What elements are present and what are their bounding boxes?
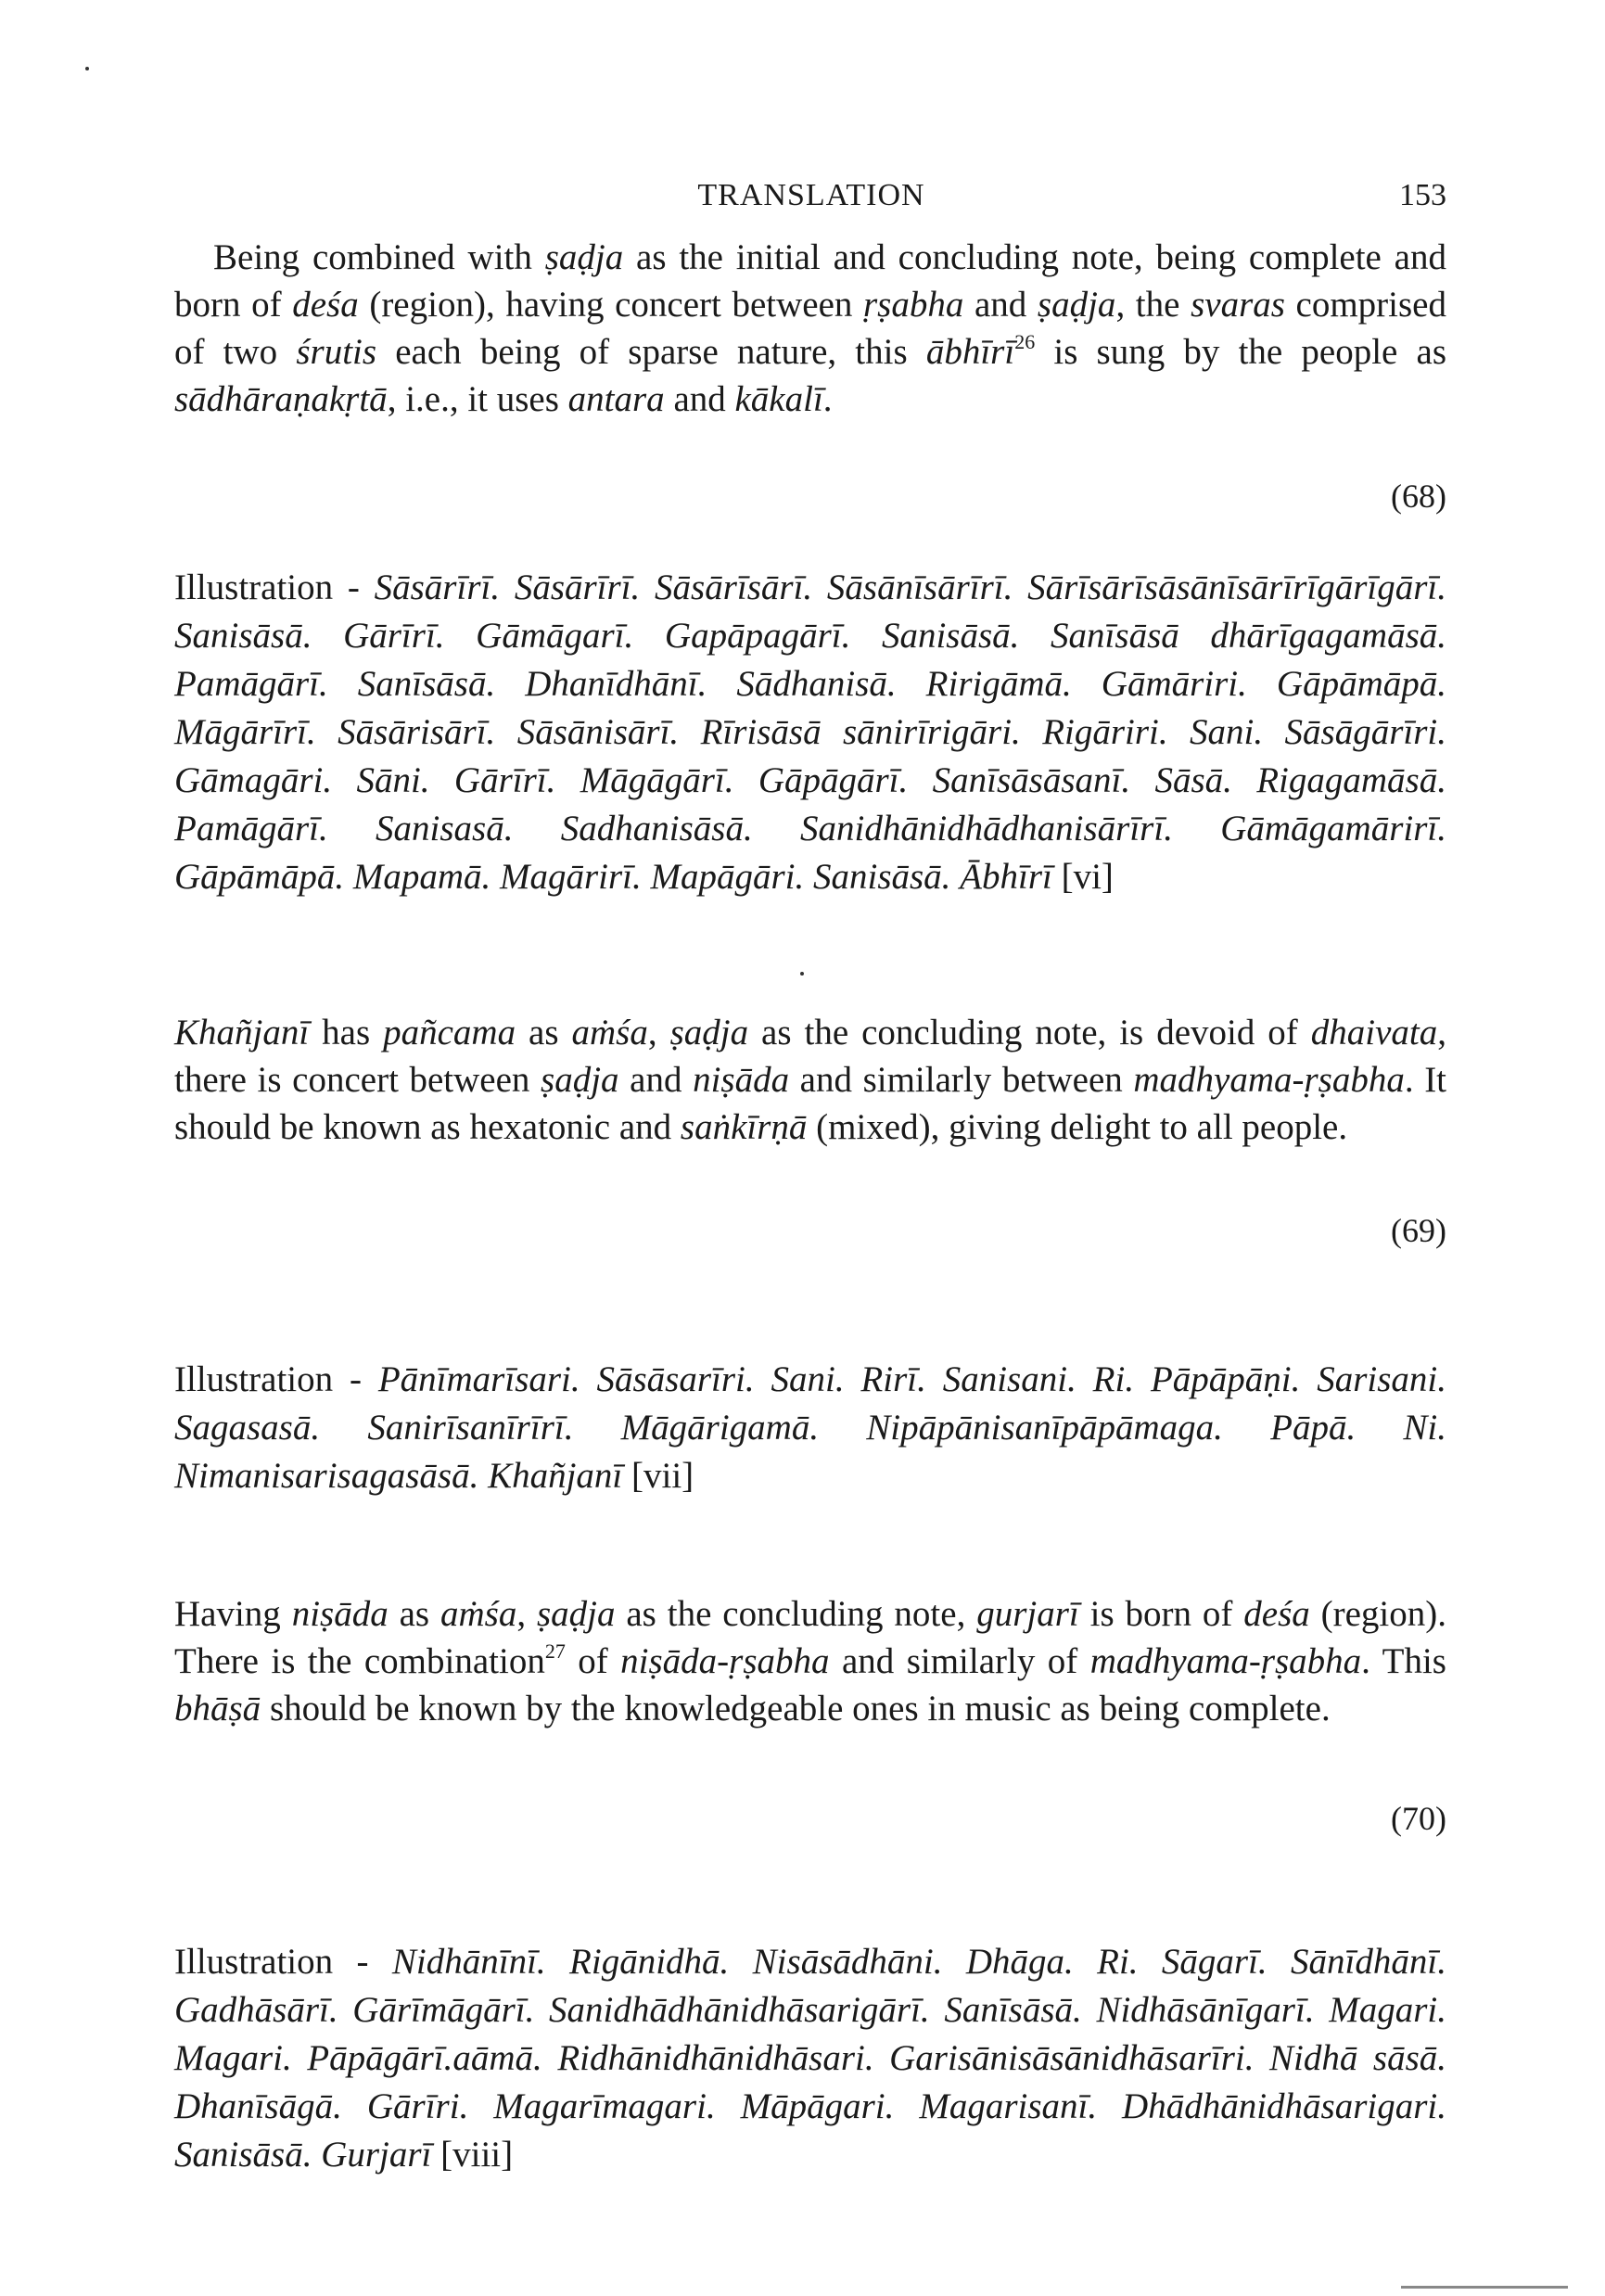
text-run: Illustration - bbox=[174, 568, 375, 607]
italic-term: Sāsārīrī. Sāsārīrī. Sāsārīsārī. Sāsānīsārīrī. Sārīsārīsāsānīsārīrīgārīgārī. Sanisāsā. Gārīrī. Gāmāgarī. Gapāpagārī. Sanisāsā. Sanīsāsā dhārīgagamāsā. Pamāgārī. Sanīsāsā. Dhanīdhānī. Sādhanisā. Ririgāmā. Gāmāriri. Gāpāmāpā. Māgārīrī. Sāsārisārī. Sāsānisārī. Rīrisāsā sānirīrigāri. Rigāriri. Sani. Sāsāgārīri. Gāmagāri. Sāni. Gārīrī. Māgāgārī. Gāpāgārī. Sanīsāsāsanī. Sāsā. Rigagamāsā. Pamāgārī. Sanisasā. Sadhanisāsā. Sanidhānidhādhanisārīrī. Gāmāgamārirī. Gāpāmāpā. Mapamā. Magārirī. Mapāgāri. Sanisāsā. Ābhīrī bbox=[174, 568, 1446, 897]
italic-term: madhyama-ṛṣabha bbox=[1089, 1641, 1362, 1681]
text-run: as the initial and concluding note, being complete and born of bbox=[174, 237, 1446, 325]
verse-68-text bbox=[174, 234, 1446, 423]
italic-term: Nidhānīnī. Rigānidhā. Nisāsādhāni. Dhāga. Ri. Sāgarī. Sānīdhānī. Gadhāsārī. Gārīmāgārī. Sanidhādhānidhāsarigārī. Sanīsāsā. Nidhāsānīgarī. Magari. Magari. Pāpāgārī.aāmā. Ridhānidhānidhāsari. Garisānisāsānidhāsarīri. Nidhā sāsā. Dhanīsāgā. Gārīri. Magarīmagari. Māpāgari. Magarisanī. Dhādhānidhāsarigari. Sanisāsā. Gurjarī bbox=[174, 1942, 1446, 2175]
text-run: is born of bbox=[1078, 1594, 1244, 1634]
text-run: Illustration - bbox=[174, 1359, 378, 1399]
illustration-viii bbox=[174, 1938, 1446, 2179]
italic-term: aṁśa bbox=[571, 1013, 648, 1052]
text-run: (region). There is the combination bbox=[174, 1594, 1447, 1681]
text-run: as the concluding note, bbox=[615, 1594, 977, 1634]
page-header bbox=[176, 178, 1446, 224]
italic-term: Khañjanī bbox=[174, 1013, 310, 1052]
text-run: and bbox=[664, 379, 735, 419]
illustration-viii-text bbox=[174, 1938, 1446, 2179]
italic-term: ṣaḍja bbox=[669, 1013, 749, 1052]
italic-term: sādhāraṇakṛtā bbox=[174, 379, 388, 419]
text-run: , bbox=[516, 1594, 537, 1634]
italic-term: dhaivata bbox=[1310, 1013, 1438, 1052]
text-run: , bbox=[647, 1013, 670, 1052]
italic-term: gurjarī bbox=[976, 1594, 1079, 1634]
scan-speck bbox=[800, 972, 804, 976]
text-run: of bbox=[565, 1641, 621, 1681]
text-run: [vii] bbox=[622, 1456, 694, 1496]
illustration-vii bbox=[174, 1356, 1446, 1500]
italic-term: ābhīrī bbox=[925, 332, 1015, 372]
running-head: TRANSLATION bbox=[697, 178, 925, 212]
italic-term: antara bbox=[567, 379, 665, 419]
text-run: is sung by the people as bbox=[1035, 332, 1446, 372]
footnote-ref: 27 bbox=[544, 1639, 566, 1663]
verse-number: (68) bbox=[1391, 478, 1446, 515]
verse-69 bbox=[174, 1009, 1447, 1249]
text-run: Being combined with bbox=[213, 237, 545, 277]
verse-number: (69) bbox=[1391, 1212, 1446, 1249]
verse-69-text bbox=[174, 1009, 1446, 1151]
text-run: and similarly between bbox=[789, 1060, 1134, 1100]
italic-term: niṣāda-ṛṣabha bbox=[620, 1641, 830, 1681]
text-run: Illustration - bbox=[174, 1942, 392, 1982]
italic-term: kākalī bbox=[734, 379, 823, 419]
italic-term: śrutis bbox=[296, 332, 377, 372]
italic-term: saṅkīrṇā bbox=[680, 1107, 808, 1147]
scan-edge-mark bbox=[1401, 2286, 1568, 2289]
text-run: . This bbox=[1361, 1641, 1446, 1681]
verse-68 bbox=[174, 234, 1446, 515]
text-run: as the concluding note, is devoid of bbox=[748, 1013, 1311, 1052]
text-run: , i.e., it uses bbox=[387, 379, 568, 419]
footnote-ref: 26 bbox=[1014, 330, 1036, 353]
italic-term: ṣaḍja bbox=[536, 1594, 616, 1634]
italic-term: bhāṣā bbox=[174, 1689, 261, 1728]
text-run: , there is concert between bbox=[174, 1013, 1446, 1100]
text-run: , the bbox=[1115, 285, 1191, 325]
italic-term: ṣaḍja bbox=[541, 1060, 619, 1100]
text-run: and bbox=[963, 285, 1038, 325]
italic-term: ṛṣabha bbox=[863, 285, 964, 325]
text-run: [vi] bbox=[1051, 857, 1114, 897]
verse-70 bbox=[174, 1590, 1447, 1837]
text-run: each being of sparse nature, this bbox=[376, 332, 926, 372]
text-run: (region), having concert between bbox=[358, 285, 863, 325]
italic-term: madhyama-ṛṣabha bbox=[1133, 1060, 1405, 1100]
text-run: Having bbox=[174, 1594, 292, 1634]
text-run: (mixed), giving delight to all people. bbox=[807, 1107, 1348, 1147]
text-run: has bbox=[309, 1013, 384, 1052]
text-run: comprised of two bbox=[174, 285, 1446, 372]
page-number: 153 bbox=[1399, 178, 1446, 212]
illustration-vii-text bbox=[174, 1356, 1446, 1500]
text-run: and similarly of bbox=[829, 1641, 1090, 1681]
illustration-vi bbox=[174, 564, 1446, 901]
italic-term: niṣāda bbox=[693, 1060, 790, 1100]
italic-term: deśa bbox=[292, 285, 359, 325]
scan-speck bbox=[85, 67, 89, 70]
text-run: as bbox=[516, 1013, 572, 1052]
italic-term: Pānīmarīsari. Sāsāsarīri. Sani. Rirī. Sanisani. Ri. Pāpāpāṇi. Sarisani. Sagasasā. Sanirīsanīrīrī. Māgārigamā. Nipāpānisanīpāpāmaga. Pāpā. Ni. Nimanisarisagasāsā. Khañjanī bbox=[174, 1359, 1446, 1496]
text-run: . bbox=[822, 379, 833, 419]
text-run: as bbox=[388, 1594, 440, 1634]
text-run: should be known by the knowledgeable ones in music as being complete. bbox=[261, 1689, 1331, 1728]
illustration-vi-text bbox=[174, 564, 1446, 901]
verse-number: (70) bbox=[1391, 1800, 1446, 1837]
verse-70-text bbox=[174, 1590, 1446, 1732]
text-run: [viii] bbox=[431, 2135, 514, 2175]
italic-term: ṣaḍja bbox=[1037, 285, 1116, 325]
italic-term: niṣāda bbox=[291, 1594, 389, 1634]
italic-term: deśa bbox=[1243, 1594, 1310, 1634]
text-run: and bbox=[618, 1060, 694, 1100]
italic-term: ṣaḍja bbox=[544, 237, 624, 277]
italic-term: aṁśa bbox=[439, 1594, 517, 1634]
italic-term: svaras bbox=[1191, 285, 1285, 325]
italic-term: pañcama bbox=[383, 1013, 516, 1052]
text-run: . It should be known as hexatonic and bbox=[174, 1060, 1447, 1147]
